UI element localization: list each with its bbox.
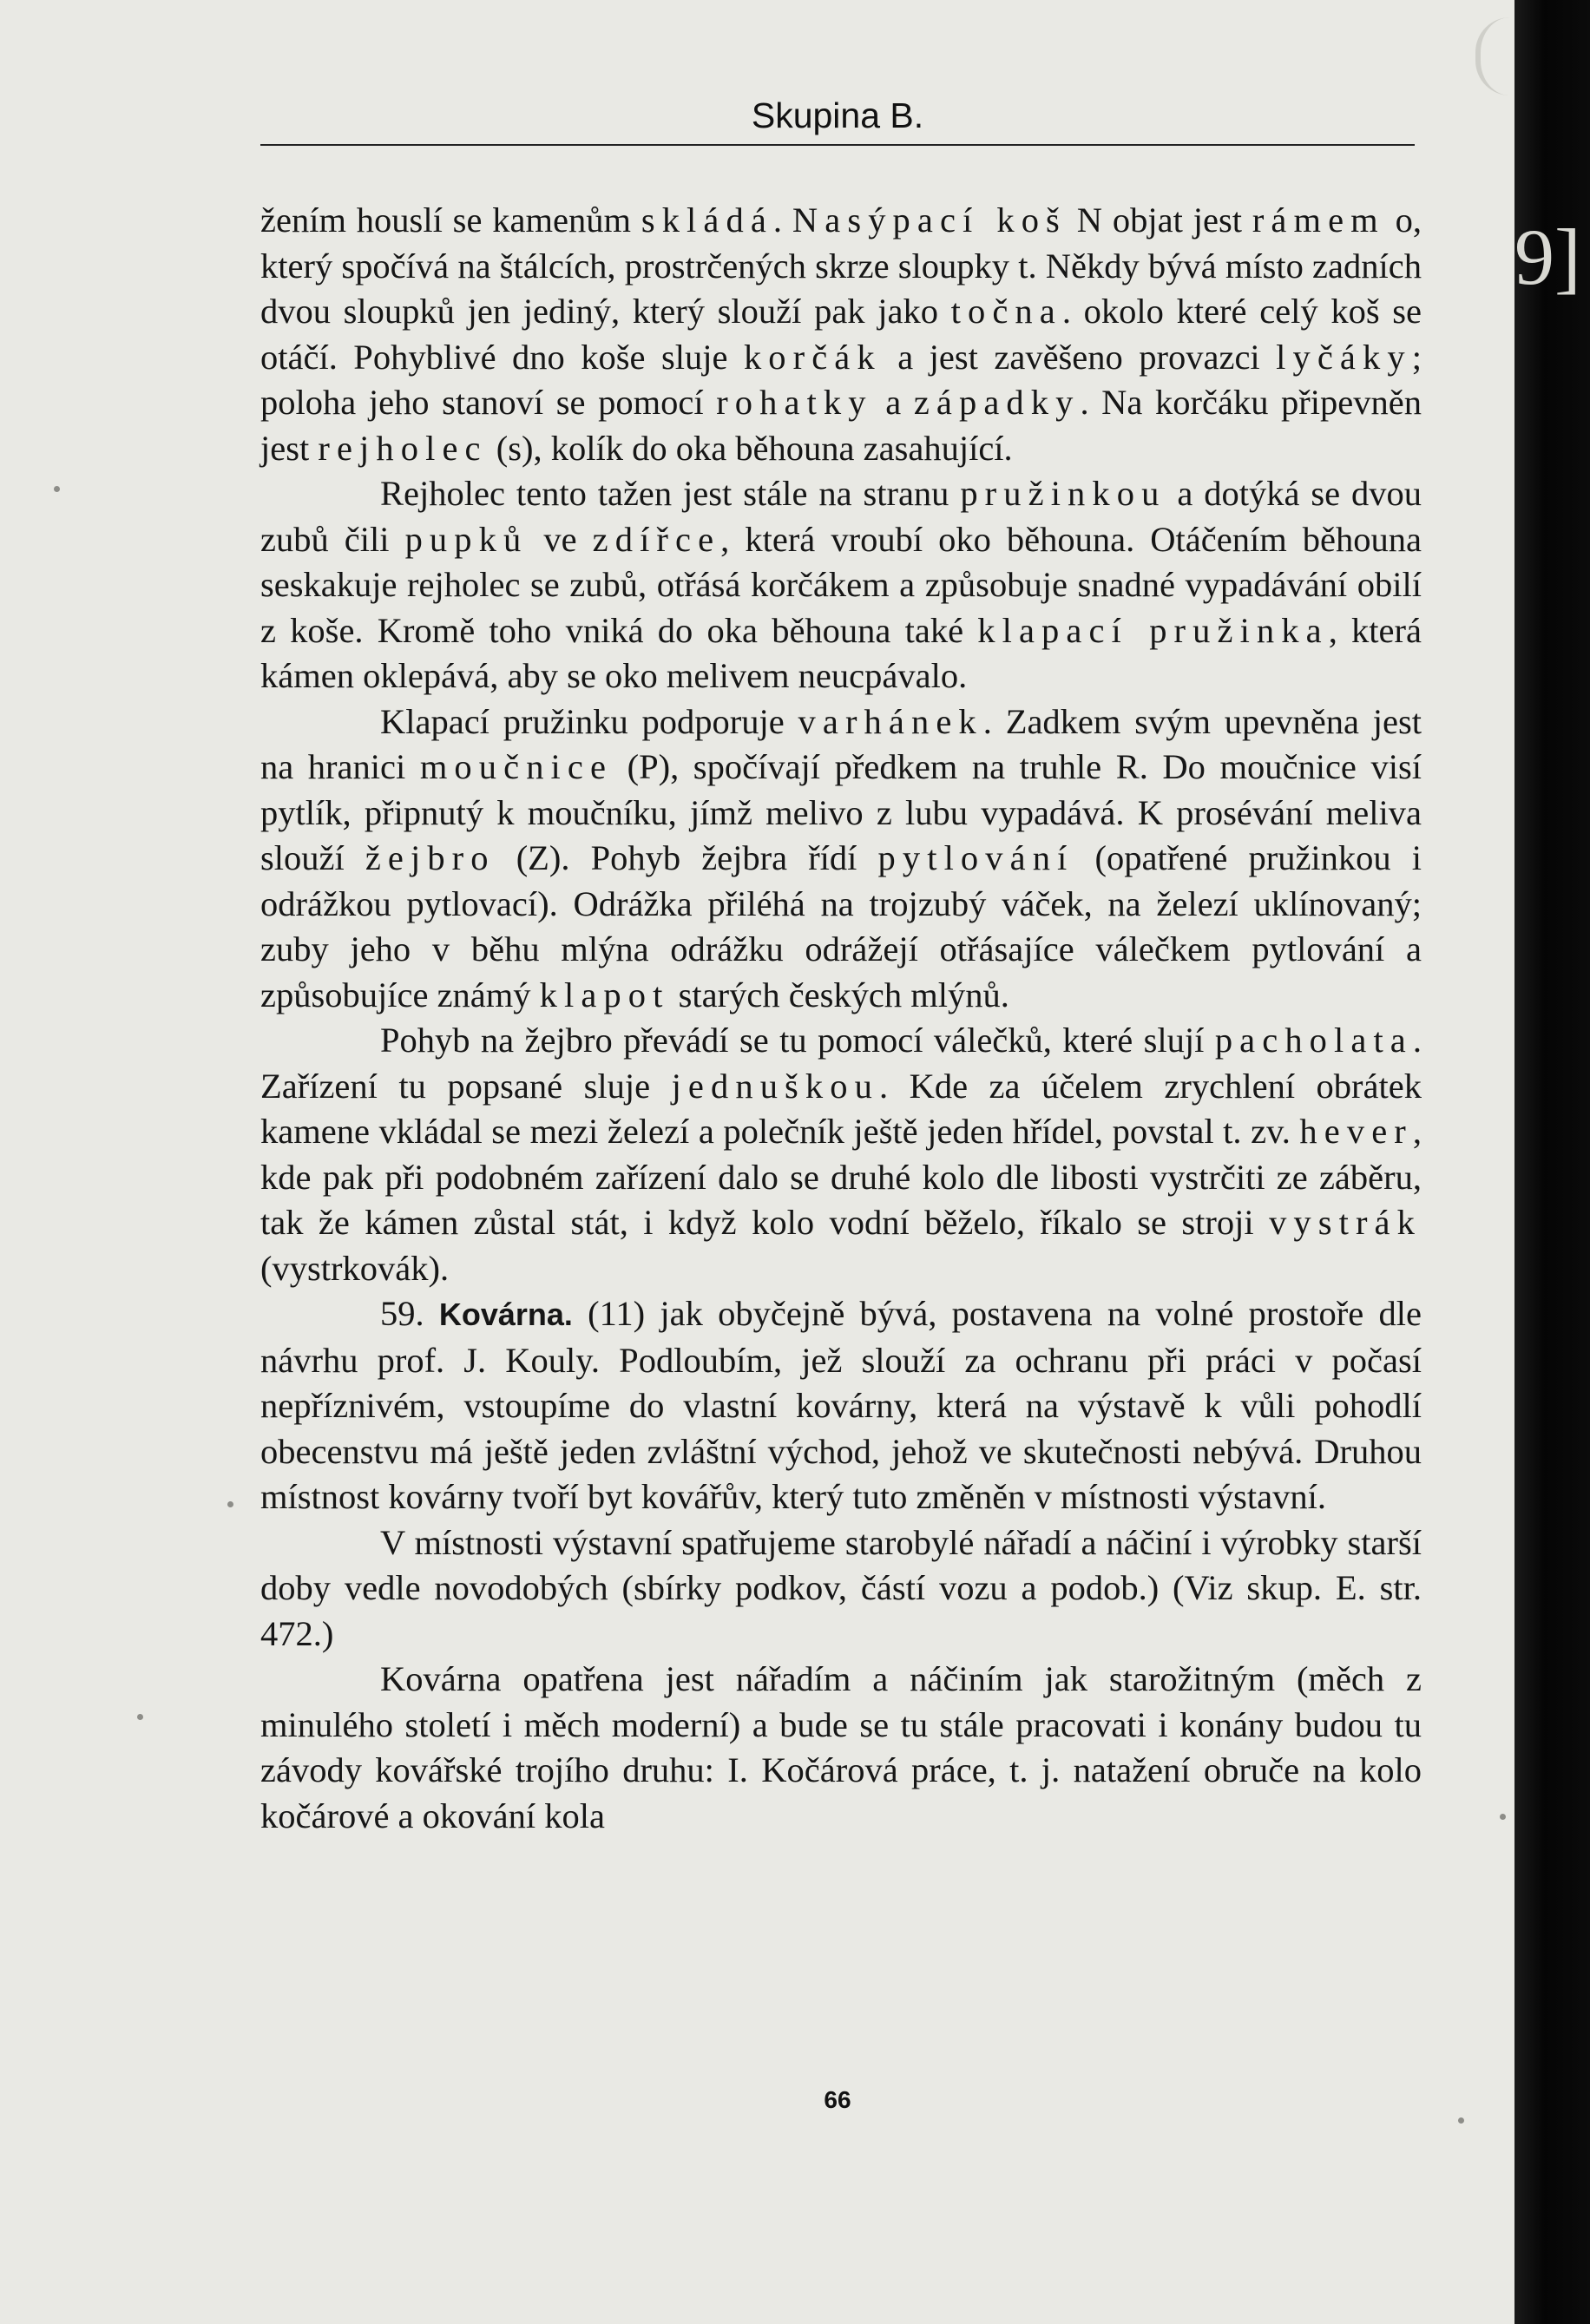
text-run: žením houslí se kamenům: [260, 200, 641, 240]
dust-speck: [227, 1501, 233, 1507]
text-run: Pohyb na žejbro převádí se tu pomocí válečků, které slují: [380, 1021, 1215, 1060]
dust-speck: [1500, 1814, 1506, 1820]
paragraph: [260, 1520, 1422, 1658]
spaced-term: žejbro: [365, 838, 496, 877]
text-run: (opatřené pružinkou i odrážkou pytlovací). Odrážka přiléhá na trojzubý váček, na železí uklínovaný; zuby jeho v běhu mlýna odrážku odrážejí otřásajíce válečkem pytlování a způsobujíce známý: [260, 838, 1422, 1014]
text-run: (s), kolík do oka běhouna zasahující.: [487, 428, 1013, 468]
text-run: Rejholec tento tažen jest stále na stranu: [380, 474, 961, 513]
paragraph: [260, 1657, 1422, 1839]
spaced-term: moučnice: [419, 747, 614, 786]
scan-border: [1514, 0, 1590, 2324]
text-run: a: [872, 383, 914, 422]
margin-mark: 9]: [1514, 213, 1581, 301]
text-run: (vystrkovák).: [260, 1248, 450, 1288]
text-run: Klapací pružinku podporuje: [380, 701, 798, 741]
dust-speck: [54, 486, 60, 492]
text-run: N objat jest: [1066, 200, 1252, 240]
spaced-term: rohatky: [716, 383, 873, 422]
text-run: a jest zavěšeno provazci: [881, 337, 1277, 377]
spaced-term: pupků: [404, 519, 529, 559]
spaced-term: točna: [950, 292, 1062, 331]
paragraph: [260, 1291, 1422, 1520]
text-run: a dotýká se dvou zubů čili: [260, 474, 1422, 559]
dust-speck: [137, 1714, 143, 1720]
spaced-term: jednuškou: [671, 1066, 879, 1106]
running-head: Skupina B.: [751, 95, 924, 135]
spaced-term: klapací pružinka: [977, 610, 1329, 650]
spaced-term: lyčáky: [1276, 337, 1412, 377]
paragraph: [260, 471, 1422, 699]
spaced-term: západky: [913, 383, 1081, 422]
text-run: (P), spočívají předkem na truhle R. Do moučnice visí pytlík, připnutý k moučníku, jímž melivo z lubu vypadává. K prosévání meliva slouží: [260, 747, 1422, 877]
text-run: o, který spočívá na štálcích, prostrčených skrze sloupky t. Někdy bývá místo zadních dvou sloupků jen jediný, který slouží pak jako: [260, 200, 1422, 331]
page-number: 66: [824, 2086, 851, 2113]
paragraph: [260, 1018, 1422, 1291]
spaced-term: skládá: [641, 200, 773, 240]
text-run: . okolo které celý koš se otáčí. Pohyblivé dno koše sluje: [260, 292, 1422, 377]
header-rule: [260, 144, 1415, 146]
text-run: . Zařízení tu popsané sluje: [260, 1021, 1422, 1106]
text-run: . Kde za účelem zrychlení obrátek kamene vkládal se mezi železí a polečník ještě jeden hřídel, povstal t. zv.: [260, 1066, 1422, 1151]
page-curl: [1475, 17, 1514, 95]
text-run: .: [772, 200, 792, 240]
paragraph: [260, 198, 1422, 471]
spaced-term: korčák: [743, 337, 882, 377]
spaced-term: vystrák: [1269, 1203, 1422, 1242]
text-run: . Na korčáku připevněn jest: [260, 383, 1422, 468]
section-heading: Kovárna.: [438, 1297, 573, 1332]
spaced-term: rámem: [1252, 200, 1385, 240]
spaced-term: rejholec: [318, 428, 488, 468]
text-run: . Zadkem svým upevněna jest na hranici: [260, 701, 1422, 786]
spaced-term: pytlování: [877, 838, 1074, 877]
text-run: 59.: [380, 1294, 439, 1333]
text-run: , která kámen oklepává, aby se oko melivem neucpávalo.: [260, 610, 1422, 695]
text-run: , kde pak při podobném zařízení dalo se druhé kolo dle libosti vystrčiti ze záběru, tak že kámen zůstal stát, i když kolo vodní běželo, říkalo se stroji: [260, 1112, 1422, 1242]
body-text: [260, 198, 1422, 1839]
text-run: (Z). Pohyb žejbra řídí: [495, 838, 878, 877]
spaced-term: klapot: [539, 975, 670, 1014]
dust-speck: [1458, 2117, 1464, 2124]
text-run: Kovárna opatřena jest nářadím a náčiním jak starožitným (měch z minulého století i měch moderní) a bude se tu stále pracovati i konány budou tu závody kovářské trojího druhu: I. Kočárová práce, t. j. natažení obruče na kolo kočárové a okování kola: [260, 1659, 1422, 1835]
spaced-term: pružinkou: [960, 474, 1166, 513]
text-run: (11) jak obyčejně bývá, postavena na volné prostoře dle návrhu prof. J. Kouly. Podloubím, jež slouží za ochranu při práci v počasí nepříznivém, vstoupíme do vlastní kovárny, která na výstavě k vůli pohodlí obecenstvu má ještě jeden zvláštní východ, jehož ve skutečnosti nebývá. Druhou místnost kovárny tvoří byt kovářův, který tuto změněn v místnosti výstavní.: [260, 1294, 1422, 1516]
spaced-term: pacholata: [1214, 1021, 1413, 1060]
text-run: ; poloha jeho stanoví se pomocí: [260, 337, 1422, 422]
text-run: V místnosti výstavní spatřujeme starobylé nářadí a náčiní i výrobky starší doby vedle novodobých (sbírky podkov, částí vozu a podob.) (Viz skup. E. str. 472.): [260, 1522, 1422, 1653]
text-run: starých českých mlýnů.: [669, 975, 1009, 1014]
text-run: , která vroubí oko běhouna. Otáčením běhouna seskakuje rejholec se zubů, otřásá korčákem a způsobuje snadné vypadávání obilí z koše. Kromě toho vniká do oka běhouna také: [260, 519, 1422, 650]
spaced-term: hever: [1299, 1112, 1413, 1151]
spaced-term: zdířce: [592, 519, 721, 559]
paragraph: [260, 699, 1422, 1019]
spaced-term: varhánek: [798, 701, 983, 741]
text-run: ve: [528, 519, 593, 559]
spaced-term: Nasýpací koš: [792, 200, 1067, 240]
